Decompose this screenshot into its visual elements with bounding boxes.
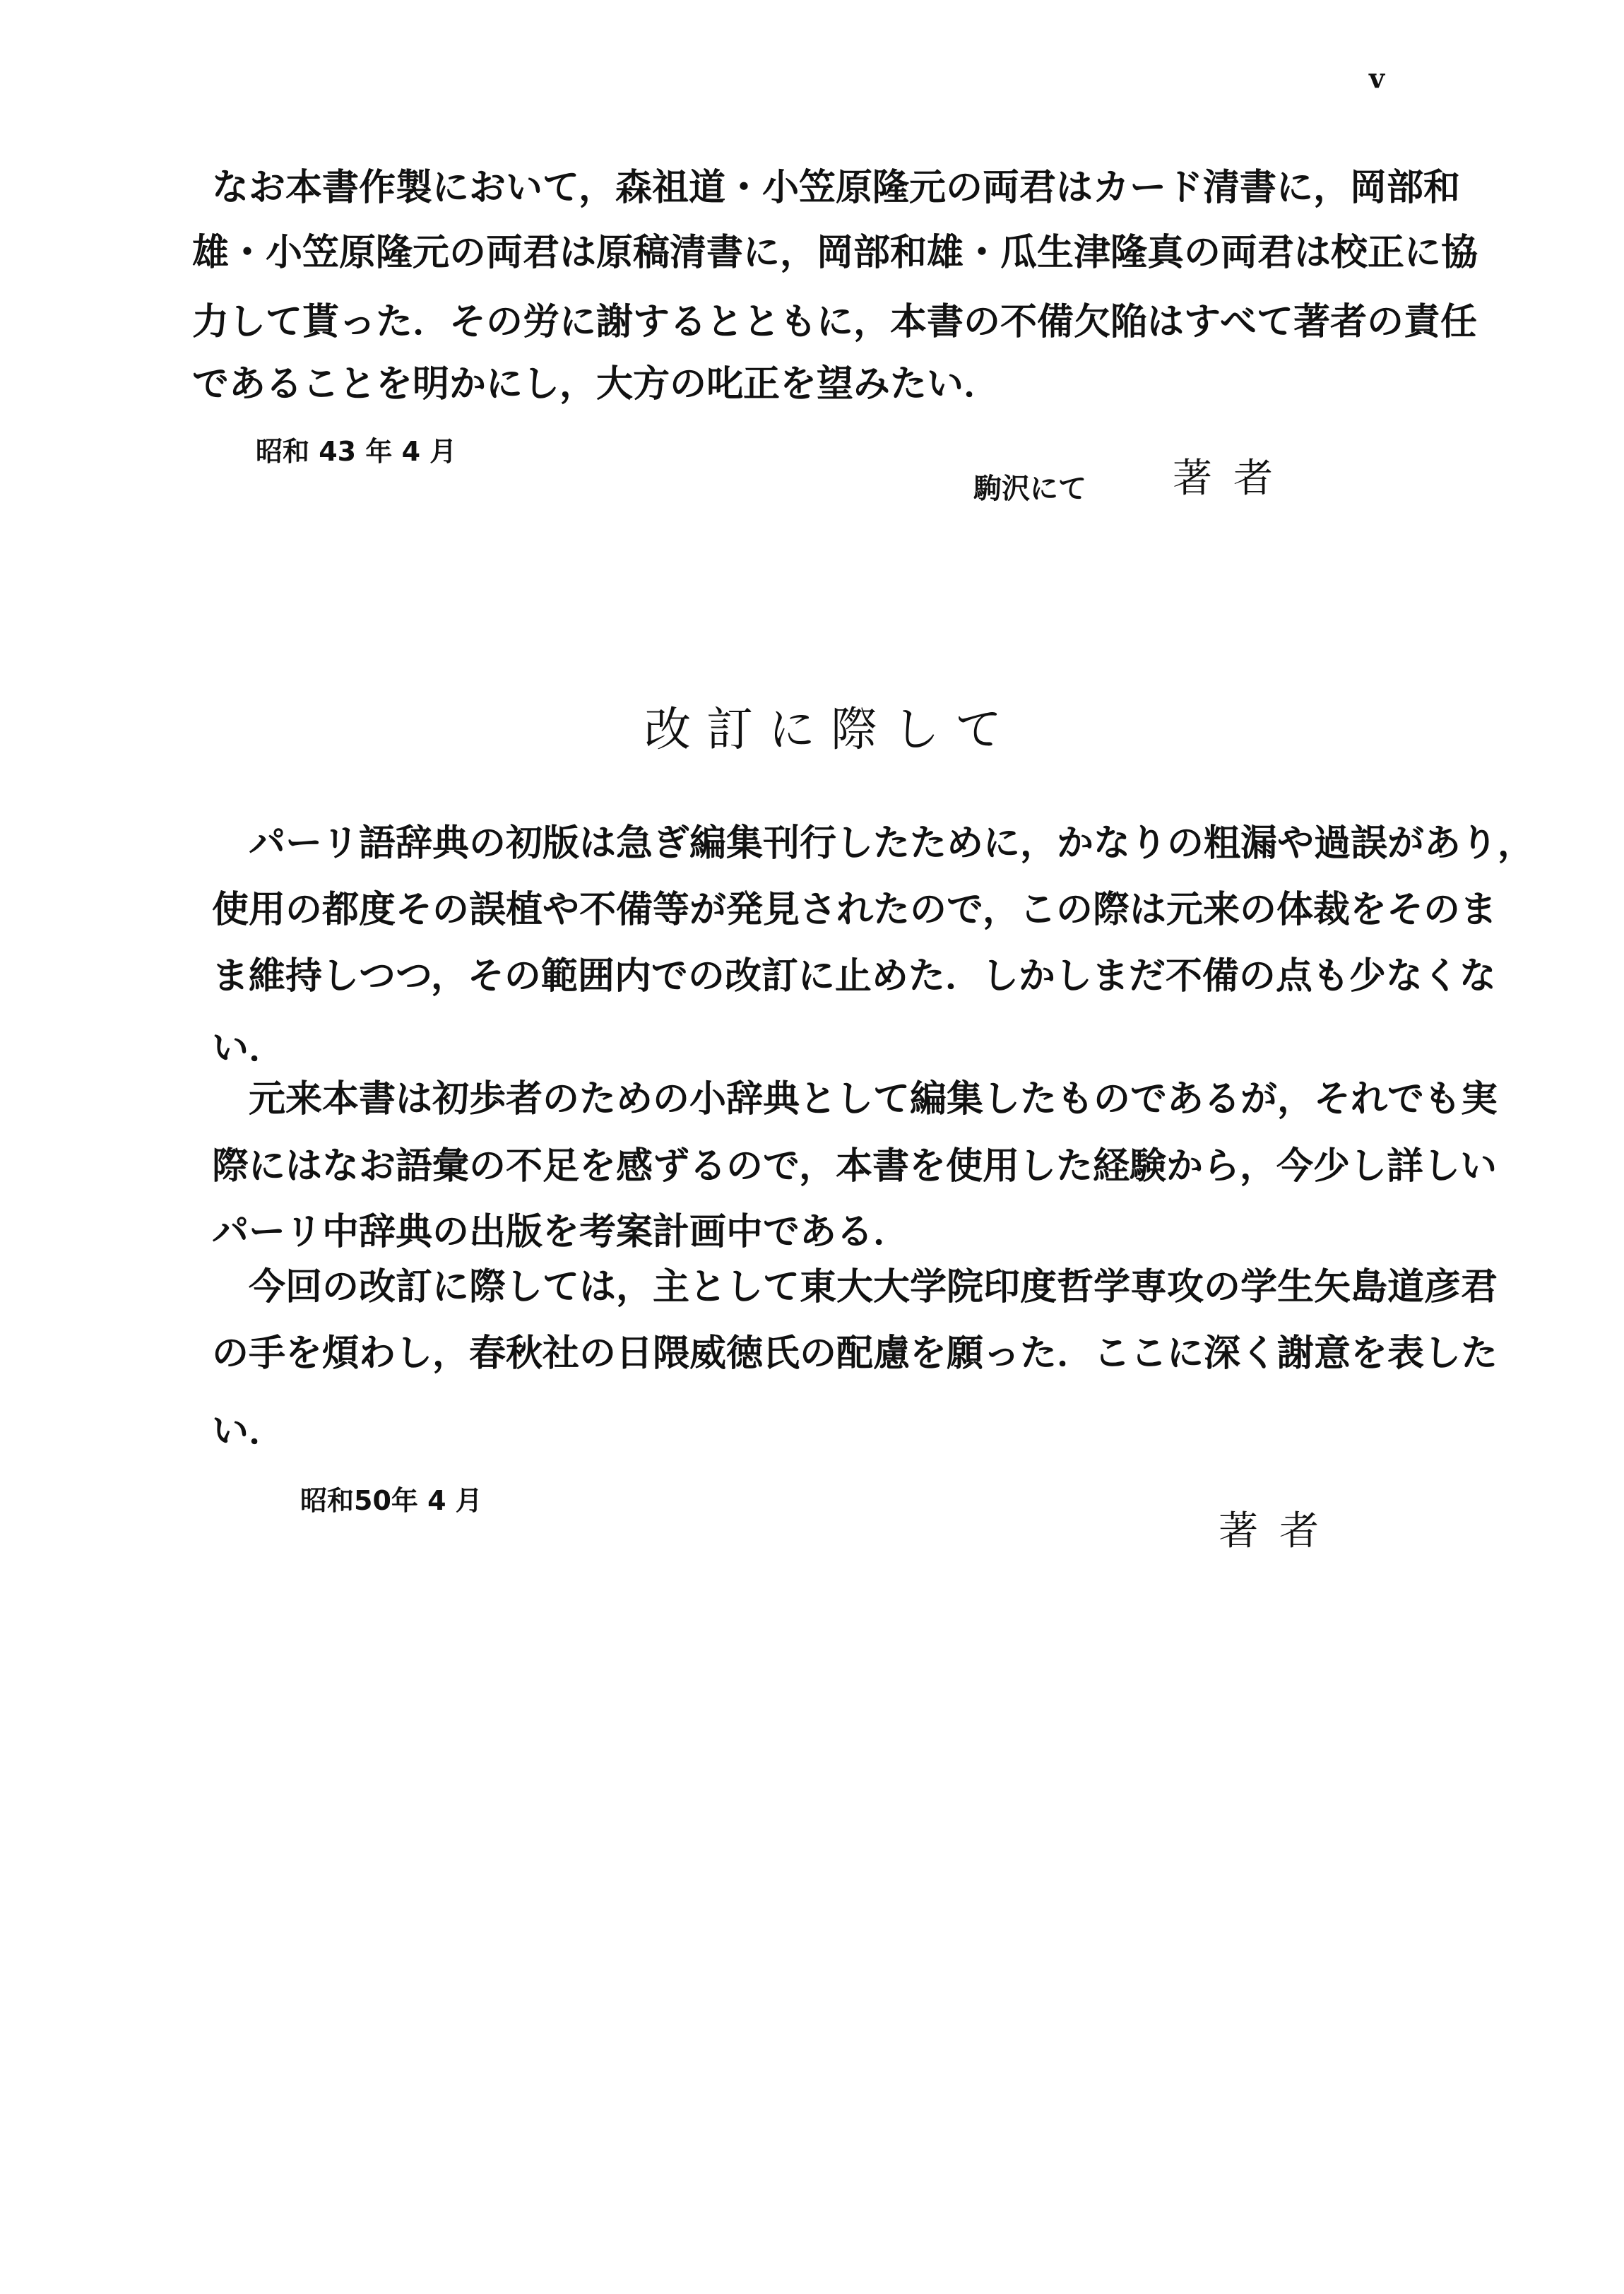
preface-place: 駒沢にて — [973, 473, 1086, 505]
revision-p2-line-2: 際にはなお語彙の不足を感ずるので，本書を使用した経験から，今少し詳しい — [212, 1145, 1497, 1188]
revision-p3-line-1: 今回の改訂に際しては，主として東大大学院印度哲学専攻の学生矢島道彦君 — [249, 1266, 1498, 1308]
page-number: v — [1369, 62, 1385, 94]
preface-date: 昭和 43 年 4 月 — [256, 436, 457, 467]
revision-p3-line-2: の手を煩わし，春秋社の日隈威徳氏の配慮を願った．ここに深く謝意を表した — [212, 1332, 1498, 1375]
preface-line-3: 力して貰った．その労に謝するとともに，本書の不備欠陥はすべて著者の責任 — [192, 301, 1477, 343]
revision-p1-line-1: パーリ語辞典の初版は急ぎ編集刊行したために，かなりの粗漏や過誤があり， — [249, 822, 1535, 865]
revision-date: 昭和50年 4 月 — [300, 1485, 482, 1516]
revision-heading: 改訂に際して — [644, 702, 1017, 757]
revision-p3-line-3: い． — [212, 1410, 286, 1453]
preface-line-4: であることを明かにし，大方の叱正を望みたい． — [192, 363, 1001, 406]
preface-author: 著者 — [1173, 456, 1294, 502]
preface-line-1: なお本書作製において，森祖道・小笠原隆元の両君はカード清書に，岡部和 — [212, 167, 1460, 209]
preface-line-2: 雄・小笠原隆元の両君は原稿清書に，岡部和雄・瓜生津隆真の両君は校正に協 — [192, 232, 1478, 274]
revision-author: 著者 — [1219, 1508, 1340, 1554]
revision-p1-line-3: ま維持しつつ，その範囲内での改訂に止めた．しかしまだ不備の点も少なくな — [212, 955, 1496, 998]
revision-p2-line-3: パーリ中辞典の出版を考案計画中である． — [212, 1211, 911, 1253]
revision-p1-line-4: い． — [212, 1027, 286, 1070]
revision-p1-line-2: 使用の都度その誤植や不備等が発見されたので，この際は元来の体裁をそのま — [212, 889, 1497, 931]
revision-p2-line-1: 元来本書は初歩者のための小辞典として編集したものであるが，それでも実 — [249, 1078, 1498, 1121]
